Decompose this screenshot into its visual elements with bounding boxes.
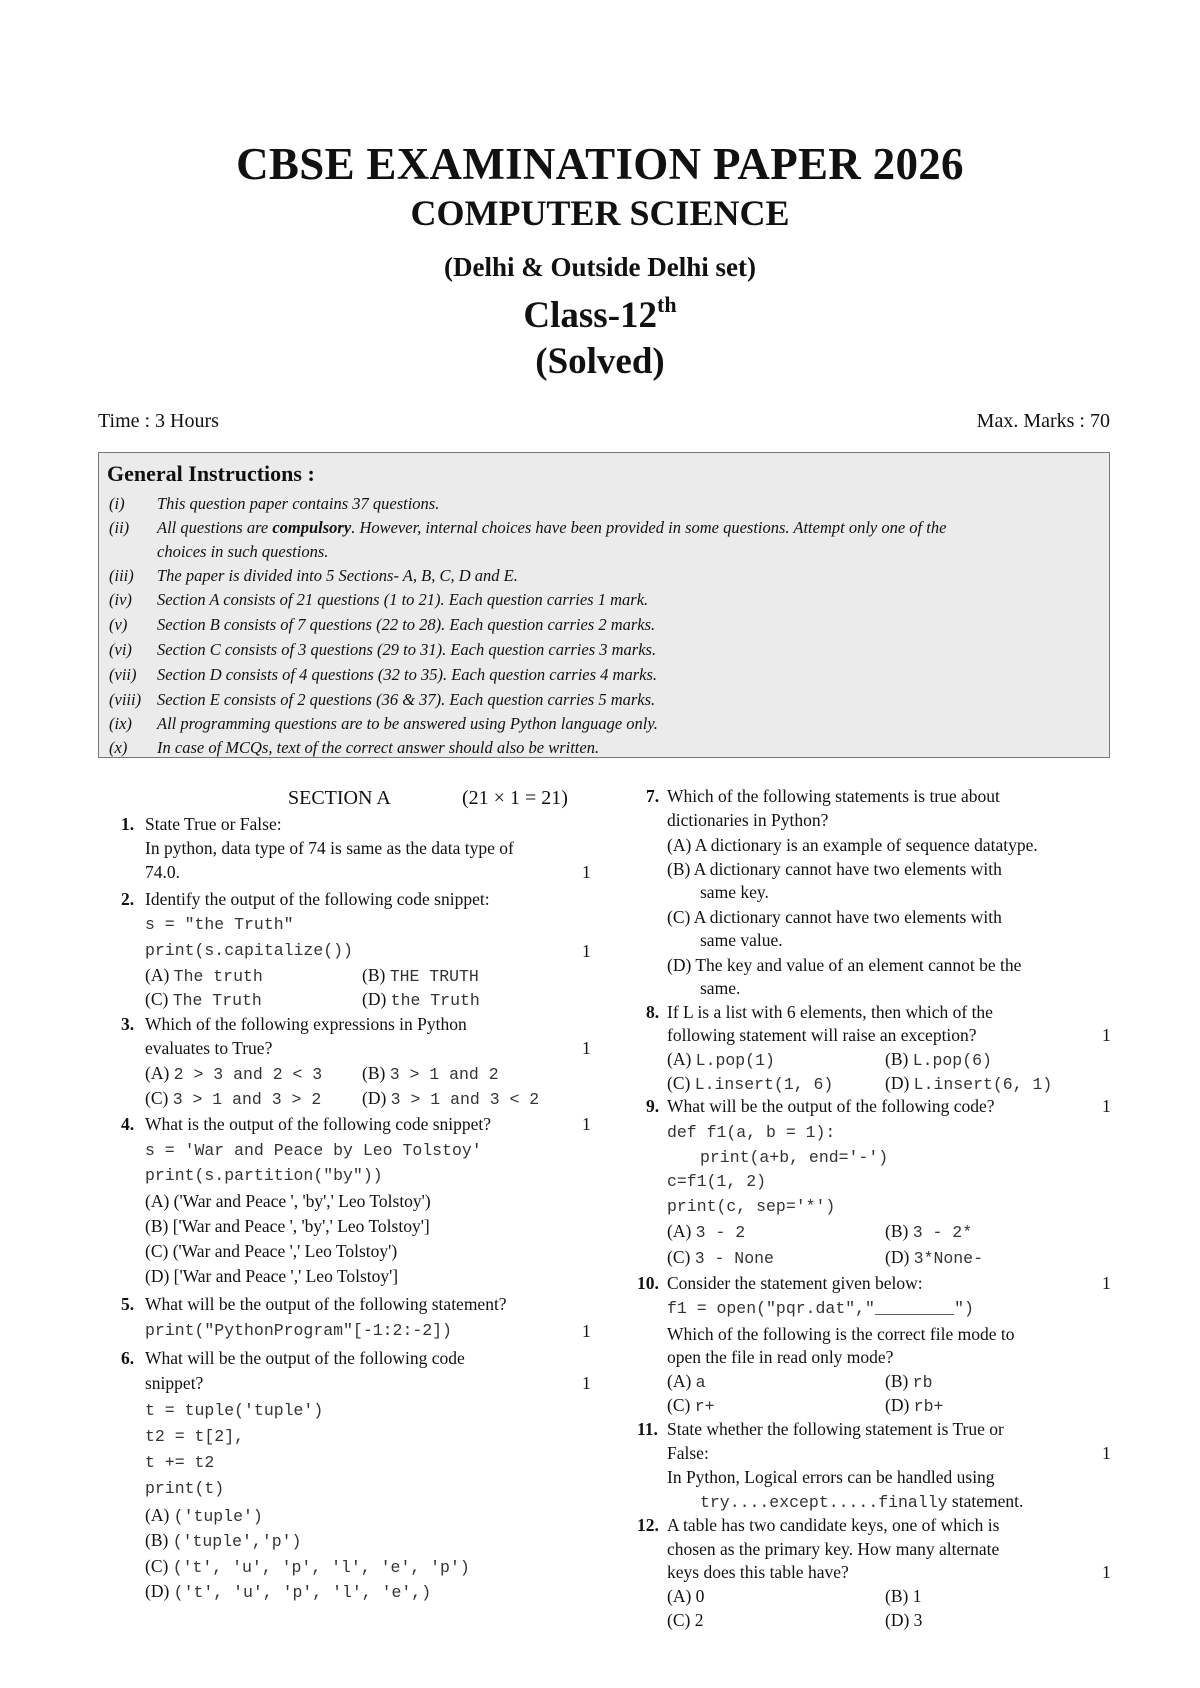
question-text: What will be the output of the following code? (667, 1096, 995, 1116)
option-c: (C) The Truth (145, 989, 262, 1010)
question-text: Which of the following is the correct file mode to (667, 1324, 1015, 1344)
option-a: (A) 0 (667, 1586, 705, 1606)
section-title: SECTION A (288, 787, 391, 809)
question-number: 5. (121, 1294, 135, 1314)
option-b: (B) ('tuple','p') (145, 1530, 302, 1551)
option-c: (C) 3 > 1 and 3 > 2 (145, 1088, 322, 1109)
question-text: keys does this table have? (667, 1562, 849, 1582)
code-line: c=f1(1, 2) (667, 1172, 767, 1191)
option-a: (A) 2 > 3 and 2 < 3 (145, 1063, 323, 1084)
question-text: Consider the statement given below: (667, 1273, 923, 1293)
question-text: What is the output of the following code snippet? (145, 1114, 492, 1134)
instruction-number: (ix) (109, 714, 132, 733)
instruction-text: Section C consists of 3 questions (29 to 31). Each question carries 3 marks. (157, 640, 657, 659)
instruction-number: (vi) (109, 640, 132, 659)
instruction-number: (ii) (109, 518, 130, 537)
class-text: Class-12 (523, 295, 658, 336)
code-line: print(s.capitalize()) (145, 941, 353, 960)
question-text: following statement will raise an exception? (667, 1025, 977, 1045)
option-a: (A) ('tuple') (145, 1505, 263, 1526)
option-a: (A) 3 - 2 (667, 1221, 746, 1242)
option-a: (A) L.pop(1) (667, 1049, 775, 1070)
option-c: (C) ('War and Peace ',' Leo Tolstoy') (145, 1241, 398, 1261)
option-b: (B) A dictionary cannot have two elements with (667, 859, 1002, 879)
instruction-text: This question paper contains 37 questions. (157, 494, 440, 513)
question-text: Identify the output of the following code snippet: (145, 889, 490, 909)
question-number: 8. (646, 1002, 660, 1022)
solved-label: (Solved) (535, 341, 665, 382)
code-line: print("PythonProgram"[-1:2:-2]) (145, 1321, 452, 1340)
question-mark: 1 (1102, 1273, 1111, 1293)
question-text: What will be the output of the following statement? (145, 1294, 507, 1314)
question-number: 9. (646, 1096, 660, 1116)
question-number: 12. (637, 1515, 659, 1535)
max-marks-label: Max. Marks : 70 (976, 410, 1110, 432)
option-c: same value. (700, 930, 783, 950)
option-d: same. (700, 978, 741, 998)
option-b: (B) 3 > 1 and 2 (362, 1063, 499, 1084)
instruction-number: (v) (109, 615, 128, 634)
question-text: chosen as the primary key. How many alternate (667, 1539, 1000, 1559)
option-d: (D) rb+ (885, 1395, 944, 1416)
question-text: evaluates to True? (145, 1038, 273, 1058)
question-text: If L is a list with 6 elements, then which of the (667, 1002, 993, 1022)
set-label: (Delhi & Outside Delhi set) (444, 252, 756, 282)
instruction-number: (x) (109, 738, 128, 757)
question-text: open the file in read only mode? (667, 1347, 894, 1367)
code-line: print(s.partition("by")) (145, 1166, 383, 1185)
code-line: def f1(a, b = 1): (667, 1123, 836, 1142)
instruction-text: All questions are compulsory. However, internal choices have been provided in some questions. Attempt only one of the choices in such questions. (157, 518, 947, 561)
option-d: (D) ('t', 'u', 'p', 'l', 'e',) (145, 1581, 432, 1602)
question-number: 10. (637, 1273, 659, 1293)
instructions-title: General Instructions : (107, 461, 315, 486)
option-a: (A) a (667, 1371, 706, 1392)
question-text: In python, data type of 74 is same as the data type of (145, 838, 514, 858)
instruction-text: In case of MCQs, text of the correct answer should also be written. (157, 738, 600, 757)
option-b: (B) 3 - 2* (885, 1221, 973, 1242)
question-number: 2. (121, 889, 135, 909)
option-a: (A) ('War and Peace ', 'by',' Leo Tolstoy') (145, 1191, 431, 1211)
question-number: 4. (121, 1114, 135, 1134)
option-c: (C) ('t', 'u', 'p', 'l', 'e', 'p') (145, 1556, 470, 1577)
code-line: s = 'War and Peace by Leo Tolstoy' (145, 1141, 482, 1160)
question-text: Which of the following expressions in Python (145, 1014, 467, 1034)
option-b: (B) THE TRUTH (362, 965, 479, 986)
instruction-text: Section B consists of 7 questions (22 to 28). Each question carries 2 marks. (157, 615, 656, 634)
question-text: False: (667, 1443, 709, 1463)
question-mark: 1 (582, 1373, 591, 1393)
question-number: 7. (646, 786, 660, 806)
instruction-text: Section A consists of 21 questions (1 to 21). Each question carries 1 mark. (157, 590, 649, 609)
question-mark: 1 (582, 1321, 591, 1341)
question-text: dictionaries in Python? (667, 810, 829, 830)
code-line: f1 = open("pqr.dat","________") (667, 1299, 974, 1318)
question-mark: 1 (1102, 1562, 1111, 1582)
instruction-text: The paper is divided into 5 Sections- A, B, C, D and E. (157, 566, 518, 585)
option-a: (A) A dictionary is an example of sequence datatype. (667, 835, 1038, 855)
question-text: State True or False: (145, 814, 282, 834)
option-d: (D) The key and value of an element cannot be the (667, 955, 1022, 975)
question-text: What will be the output of the following code (145, 1348, 465, 1368)
question-text: State whether the following statement is True or (667, 1419, 1004, 1439)
option-b: (B) L.pop(6) (885, 1049, 992, 1070)
question-text: A table has two candidate keys, one of which is (667, 1515, 1000, 1535)
question-mark: 1 (582, 862, 591, 882)
option-b: (B) rb (885, 1371, 933, 1392)
option-d: (D) L.insert(6, 1) (885, 1073, 1053, 1094)
instruction-text: Section D consists of 4 questions (32 to 35). Each question carries 4 marks. (157, 665, 657, 684)
option-d: (D) ['War and Peace ',' Leo Tolstoy'] (145, 1266, 399, 1286)
question-mark: 1 (1102, 1096, 1111, 1116)
instruction-number: (iv) (109, 590, 132, 609)
question-text: In Python, Logical errors can be handled using (667, 1467, 995, 1487)
code-line: print(t) (145, 1479, 225, 1498)
subject-title: COMPUTER SCIENCE (410, 193, 790, 233)
instruction-number: (viii) (109, 690, 142, 709)
code-line: print(c, sep='*') (667, 1197, 836, 1216)
code-line: t2 = t[2], (145, 1427, 245, 1446)
question-number: 1. (121, 814, 135, 834)
question-mark: 1 (582, 1114, 591, 1134)
page-title: CBSE EXAMINATION PAPER 2026 (236, 139, 964, 189)
question-mark: 1 (582, 1038, 591, 1058)
code-line: print(a+b, end='-') (700, 1148, 889, 1167)
option-b: (B) 1 (885, 1586, 922, 1606)
option-d: (D) 3 (885, 1610, 923, 1630)
question-number: 3. (121, 1014, 135, 1034)
instruction-number: (iii) (109, 566, 134, 585)
code-line: s = "the Truth" (145, 915, 294, 934)
code-line: t = tuple('tuple') (145, 1401, 324, 1420)
code-line: t += t2 (145, 1453, 215, 1472)
option-b: (B) ['War and Peace ', 'by',' Leo Tolstoy'] (145, 1216, 430, 1236)
question-mark: 1 (1102, 1025, 1111, 1045)
option-a: (A) The truth (145, 965, 263, 986)
instruction-text: Section E consists of 2 questions (36 & 37). Each question carries 5 marks. (157, 690, 656, 709)
question-text: snippet? (145, 1373, 204, 1393)
question-text: Which of the following statements is true about (667, 786, 1000, 806)
question-number: 11. (637, 1419, 658, 1439)
section-marks: (21 × 1 = 21) (462, 787, 568, 809)
instruction-number: (i) (109, 494, 125, 513)
option-d: (D) 3*None- (885, 1247, 983, 1268)
instruction-number: (vii) (109, 665, 137, 684)
question-mark: 1 (582, 941, 591, 961)
option-c: (C) 3 - None (667, 1247, 774, 1268)
question-number: 6. (121, 1348, 135, 1368)
option-d: (D) the Truth (362, 989, 480, 1010)
option-b: same key. (700, 882, 769, 902)
question-mark: 1 (1102, 1443, 1111, 1463)
instruction-text: All programming questions are to be answered using Python language only. (157, 714, 658, 733)
question-text: 74.0. (145, 862, 180, 882)
option-c: (C) r+ (667, 1395, 715, 1416)
question-text: try....except.....finally statement. (700, 1491, 1024, 1512)
option-c: (C) 2 (667, 1610, 704, 1630)
option-c: (C) A dictionary cannot have two elements with (667, 907, 1002, 927)
option-d: (D) 3 > 1 and 3 < 2 (362, 1088, 540, 1109)
time-label: Time : 3 Hours (98, 410, 219, 432)
class-superscript: th (657, 292, 677, 317)
option-c: (C) L.insert(1, 6) (667, 1073, 834, 1094)
